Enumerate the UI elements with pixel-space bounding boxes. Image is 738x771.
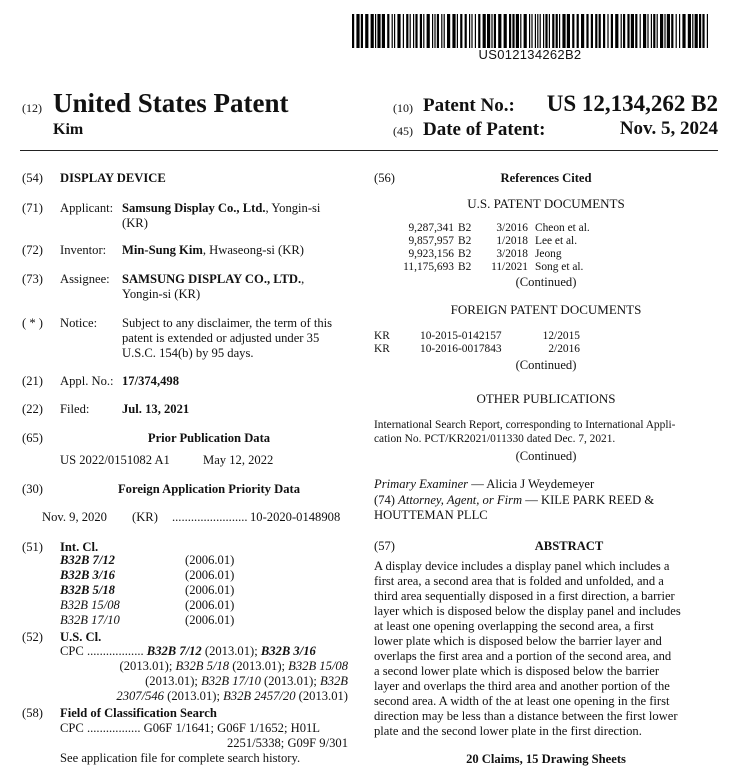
other-publication-line-2: cation No. PCT/KR2021/011330 dated Dec. 7, 2021. [374, 433, 616, 445]
inventor-name: Min-Sung Kim [122, 243, 203, 257]
code-65: (65) [22, 431, 43, 445]
field-of-search-classes-1: G06F 1/1641; G06F 1/1652; H01L [143, 721, 320, 735]
us-cl-cpc-label: CPC [60, 644, 84, 658]
notice-line-1: Subject to any disclaimer, the term of this [122, 316, 333, 330]
date-of-patent-label: Date of Patent: [423, 119, 546, 140]
us-doc-kind-3: B2 [458, 248, 472, 260]
applicant-label: Applicant: [60, 201, 114, 215]
other-publication-line-1: International Search Report, corresponding to International Appli- [374, 419, 676, 431]
attorney-line-1 [374, 493, 654, 509]
code-58: (58) [22, 706, 43, 720]
us-doc-name-1: Cheon et al. [535, 222, 590, 234]
other-publications-continued: (Continued) [515, 449, 577, 463]
claims-and-sheets: 20 Claims, 15 Drawing Sheets [466, 752, 626, 766]
us-cl-year-4: (2013.01); [145, 674, 202, 688]
abstract-line-4: layer which is disposed below the display panel and includes [374, 604, 681, 618]
primary-examiner-name: — Alicia J Weydemeyer [468, 477, 595, 491]
us-cl-class-3: B32B 5/18 [175, 659, 230, 673]
us-doc-kind-1: B2 [458, 222, 472, 234]
us-doc-name-4: Song et al. [535, 261, 584, 273]
int-cl-class-5: B32B 17/10 [60, 613, 120, 627]
int-cl-year-4: (2006.01) [185, 598, 235, 612]
us-doc-date-2: 1/2018 [496, 235, 528, 247]
other-publications-title: OTHER PUBLICATIONS [476, 391, 616, 406]
inventor-city: , Hwaseong-si (KR) [202, 243, 304, 257]
assignee-comma: , [301, 272, 305, 286]
us-doc-name-2: Lee et al. [535, 235, 578, 247]
field-of-search-line-2: 2251/5338; G09F 9/301 [226, 736, 348, 750]
us-doc-number-1: 9,287,341 [408, 222, 454, 234]
date-of-patent: Nov. 5, 2024 [619, 118, 718, 139]
code-45: (45) [393, 124, 413, 138]
invention-title: DISPLAY DEVICE [60, 171, 166, 185]
foreign-docs-continued: (Continued) [515, 358, 577, 372]
abstract-title: ABSTRACT [534, 539, 604, 553]
code-10: (10) [393, 101, 413, 115]
us-cl-year-5: (2013.01); [260, 674, 321, 688]
us-doc-number-3: 9,923,156 [408, 248, 454, 260]
assignee-city: Yongin-si (KR) [122, 287, 201, 301]
int-cl-year-3: (2006.01) [185, 583, 235, 597]
code-57: (57) [374, 539, 395, 553]
code-72: (72) [22, 243, 43, 257]
attorney-label: Attorney, Agent, or Firm [398, 493, 523, 507]
notice-line-3: U.S.C. 154(b) by 95 days. [122, 346, 254, 360]
filed-label: Filed: [60, 402, 90, 416]
prior-publication-number: US 2022/0151082 A1 [60, 453, 170, 467]
code-73: (73) [22, 272, 43, 286]
inventor-label: Inventor: [60, 243, 107, 257]
foreign-priority-title: Foreign Application Priority Data [117, 482, 300, 496]
us-cl-year-7: (2013.01) [295, 689, 348, 703]
foreign-doc-country-2: KR [374, 343, 390, 355]
us-doc-number-4: 11,175,693 [403, 261, 454, 273]
abstract-line-1: A display device includes a display panel which includes a [374, 559, 670, 573]
code-30: (30) [22, 482, 43, 496]
code-74: (74) [374, 493, 399, 507]
search-history-note: See application file for complete search history. [60, 751, 301, 765]
filed-value: Jul. 13, 2021 [122, 402, 190, 416]
abstract-line-12: plate and the second lower plate in the first direction. [374, 724, 642, 738]
code-21: (21) [22, 374, 43, 388]
us-cl-class-2: B32B 3/16 [260, 644, 316, 658]
patent-no-label: Patent No.: [423, 95, 515, 116]
int-cl-title: Int. Cl. [60, 540, 99, 554]
document-title: United States Patent [53, 88, 289, 118]
int-cl-class-3: B32B 5/18 [60, 583, 115, 597]
abstract-line-7: overlaps the first area and a portion of the second area, and [374, 649, 672, 663]
inventor-surname: Kim [53, 121, 84, 138]
foreign-doc-country-1: KR [374, 330, 390, 342]
code-71: (71) [22, 201, 43, 215]
abstract-line-2: first area, a second area that is folded and unfolded, and a [374, 574, 664, 588]
int-cl-class-1: B32B 7/12 [60, 553, 115, 567]
code-52: (52) [22, 630, 43, 644]
code-54: (54) [22, 171, 43, 185]
us-cl-year-1: (2013.01); [201, 644, 261, 658]
applicant-city: , Yongin-si [265, 201, 321, 215]
int-cl-year-1: (2006.01) [185, 553, 235, 567]
us-cl-year-6: (2013.01); [163, 689, 224, 703]
references-cited-title: References Cited [500, 171, 592, 185]
appl-no-value: 17/374,498 [122, 374, 180, 388]
us-cl-class-5: B32B 17/10 [201, 674, 261, 688]
us-doc-date-3: 3/2018 [496, 248, 528, 260]
applicant-name: Samsung Display Co., Ltd. [122, 201, 266, 215]
notice-line-2: patent is extended or adjusted under 35 [122, 331, 320, 345]
abstract-line-11: direction may be less than a distance between the first lower [374, 709, 678, 723]
us-doc-kind-4: B2 [458, 261, 472, 273]
int-cl-year-5: (2006.01) [185, 613, 235, 627]
notice-code: ( * ) [22, 316, 43, 330]
attorney-line-2: HOUTTEMAN PLLC [374, 508, 488, 522]
us-cl-year-3: (2013.01); [229, 659, 289, 673]
us-cl-class-1: B32B 7/12 [146, 644, 202, 658]
code-56: (56) [374, 171, 395, 185]
barcode-number: US012134262B2 [478, 47, 582, 62]
foreign-doc-date-2: 2/2016 [548, 343, 580, 355]
prior-publication-date: May 12, 2022 [203, 453, 274, 467]
code-12: (12) [22, 101, 42, 115]
abstract-line-10: second area. A width of the at least one opening in the first [374, 694, 670, 708]
field-of-search-title: Field of Classification Search [60, 706, 217, 720]
field-of-search-cpc-label: CPC [60, 721, 84, 735]
priority-dots: ........................ [172, 510, 248, 524]
us-cl-year-2: (2013.01); [119, 659, 176, 673]
foreign-doc-number-2: 10-2016-0017843 [420, 343, 502, 355]
assignee-name: SAMSUNG DISPLAY CO., LTD. [122, 272, 302, 286]
us-cl-cpc-dots: .................. [86, 644, 144, 658]
abstract-line-5: at least one opening overlapping the second area, a first [374, 619, 654, 633]
foreign-doc-date-1: 12/2015 [542, 330, 580, 342]
appl-no-label: Appl. No.: [60, 374, 114, 388]
int-cl-year-2: (2006.01) [185, 568, 235, 582]
priority-country: (KR) [132, 510, 158, 524]
foreign-patent-documents-title: FOREIGN PATENT DOCUMENTS [450, 302, 642, 317]
field-of-search-cpc-dots: ................. [86, 721, 141, 735]
us-cl-class-6b: 2307/546 [116, 689, 164, 703]
applicant-country: (KR) [122, 216, 148, 230]
abstract-line-9: layer and overlaps the third area and another portion of the [374, 679, 670, 693]
priority-date: Nov. 9, 2020 [42, 510, 107, 524]
primary-examiner-label: Primary Examiner [374, 477, 469, 491]
us-docs-continued: (Continued) [515, 275, 577, 289]
us-cl-title: U.S. Cl. [60, 630, 102, 644]
prior-publication-title: Prior Publication Data [147, 431, 271, 445]
int-cl-class-4: B32B 15/08 [60, 598, 120, 612]
code-51: (51) [22, 540, 43, 554]
foreign-doc-number-1: 10-2015-0142157 [420, 330, 502, 342]
attorney-name: — KILE PARK REED & [522, 493, 655, 507]
us-doc-date-1: 3/2016 [496, 222, 528, 234]
abstract-line-8: a second lower plate which is disposed below the barrier [374, 664, 660, 678]
assignee-label: Assignee: [60, 272, 110, 286]
code-22: (22) [22, 402, 43, 416]
int-cl-class-2: B32B 3/16 [60, 568, 115, 582]
us-cl-class-7: B32B 2457/20 [223, 689, 296, 703]
patent-number: US 12,134,262 B2 [546, 91, 718, 116]
us-cl-class-6: B32B [320, 674, 348, 688]
priority-number: 10-2020-0148908 [250, 510, 341, 524]
us-patent-documents-title: U.S. PATENT DOCUMENTS [467, 196, 625, 211]
us-doc-kind-2: B2 [458, 235, 472, 247]
us-doc-name-3: Jeong [535, 248, 562, 260]
abstract-line-3: third area sequentially disposed in a first direction, a barrier [374, 589, 675, 603]
notice-label: Notice: [60, 316, 98, 330]
us-doc-number-2: 9,857,957 [408, 235, 454, 247]
us-cl-class-4: B32B 15/08 [288, 659, 348, 673]
us-doc-date-4: 11/2021 [491, 261, 528, 273]
primary-examiner [374, 477, 594, 493]
abstract-line-6: lower plate which is disposed below the barrier layer and [374, 634, 662, 648]
